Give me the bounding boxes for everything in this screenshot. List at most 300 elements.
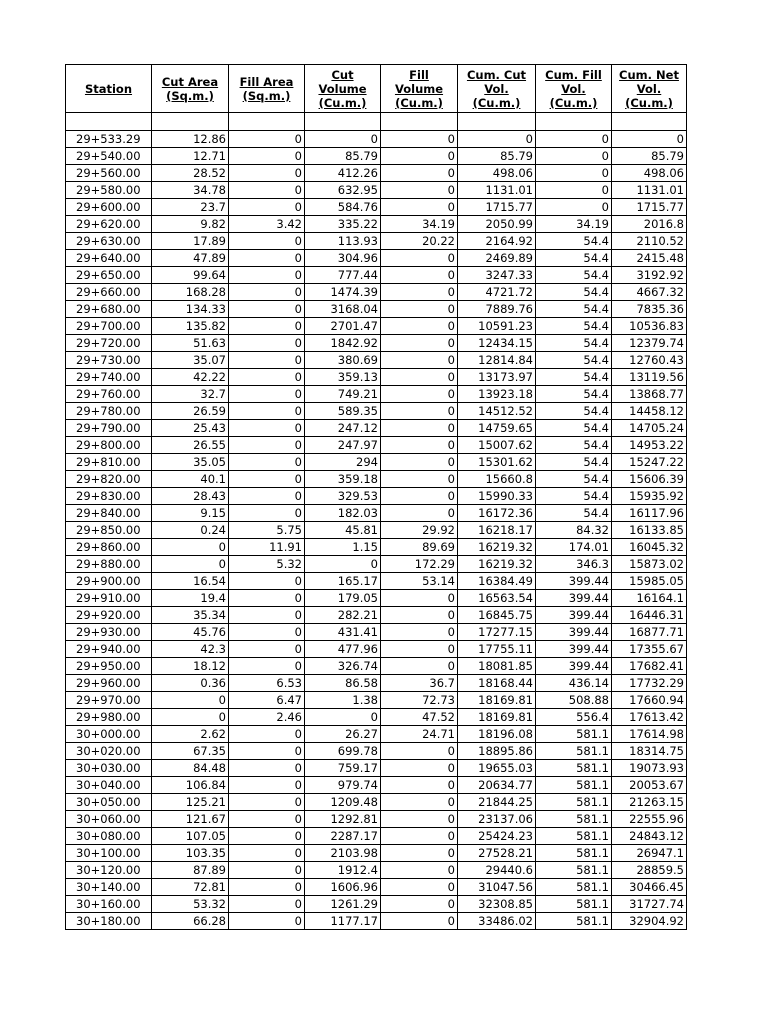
- table-row: [66, 539, 687, 556]
- cum-cut-vol-cell: 18169.81: [458, 709, 536, 726]
- cut-volume-cell: 0: [305, 131, 381, 148]
- cum-net-vol-cell: 0: [612, 131, 687, 148]
- fill-volume-cell: 0: [381, 352, 458, 369]
- station-cell: 29+740.00: [66, 369, 152, 386]
- cum-fill-vol-cell: 54.4: [536, 301, 612, 318]
- cut-area-cell: 28.43: [152, 488, 229, 505]
- cut-volume-cell: 359.13: [305, 369, 381, 386]
- fill-area-cell: 0: [229, 318, 305, 335]
- fill-area-cell: 0: [229, 862, 305, 879]
- cum-cut-vol-cell: 16172.36: [458, 505, 536, 522]
- header-line: Fill Area: [239, 74, 294, 89]
- cum-fill-vol-cell: 34.19: [536, 216, 612, 233]
- fill-volume-cell: 20.22: [381, 233, 458, 250]
- cum-cut-vol-cell: 25424.23: [458, 828, 536, 845]
- fill-area-cell: 0: [229, 726, 305, 743]
- header-line: Cum. Fill: [545, 67, 602, 82]
- cum-cut-vol-cell: 20634.77: [458, 777, 536, 794]
- table-row: [66, 726, 687, 743]
- station-cell: 30+020.00: [66, 743, 152, 760]
- cut-area-cell: 35.34: [152, 607, 229, 624]
- station-cell: 30+000.00: [66, 726, 152, 743]
- station-cell: 29+860.00: [66, 539, 152, 556]
- cum-cut-vol-cell: 2164.92: [458, 233, 536, 250]
- cut-area-cell: 107.05: [152, 828, 229, 845]
- fill-volume-cell: 0: [381, 845, 458, 862]
- fill-area-cell: 0: [229, 284, 305, 301]
- header-line: Vol.: [484, 81, 509, 96]
- cum-fill-vol-cell: 0: [536, 182, 612, 199]
- station-cell: 30+050.00: [66, 794, 152, 811]
- table-row: [66, 590, 687, 607]
- cum-net-vol-cell: 1715.77: [612, 199, 687, 216]
- spacer-cell: [381, 113, 458, 131]
- station-cell: 29+970.00: [66, 692, 152, 709]
- cum-net-vol-cell: 14458.12: [612, 403, 687, 420]
- fill-area-cell: 0: [229, 165, 305, 182]
- fill-volume-cell: 0: [381, 590, 458, 607]
- fill-area-cell: 0: [229, 760, 305, 777]
- cum-net-vol-cell: 16446.31: [612, 607, 687, 624]
- station-cell: 29+720.00: [66, 335, 152, 352]
- header-line: Fill: [409, 67, 429, 82]
- fill-area-cell: 0: [229, 420, 305, 437]
- cum-fill-vol-cell: 399.44: [536, 641, 612, 658]
- cum-fill-vol-cell: 581.1: [536, 879, 612, 896]
- table-row: [66, 233, 687, 250]
- cum-cut-vol-cell: 2469.89: [458, 250, 536, 267]
- cut-volume-cell: 1912.4: [305, 862, 381, 879]
- cum-cut-vol-cell: 16845.75: [458, 607, 536, 624]
- header-cum-cut-vol: [458, 65, 536, 113]
- cum-fill-vol-cell: 581.1: [536, 913, 612, 930]
- fill-volume-cell: 72.73: [381, 692, 458, 709]
- cum-cut-vol-cell: 16218.17: [458, 522, 536, 539]
- cum-cut-vol-cell: 15301.62: [458, 454, 536, 471]
- cut-volume-cell: 165.17: [305, 573, 381, 590]
- cut-area-cell: 2.62: [152, 726, 229, 743]
- cum-fill-vol-cell: 54.4: [536, 403, 612, 420]
- station-cell: 29+800.00: [66, 437, 152, 454]
- fill-area-cell: 0: [229, 624, 305, 641]
- station-cell: 29+960.00: [66, 675, 152, 692]
- cut-area-cell: 9.82: [152, 216, 229, 233]
- station-cell: 29+980.00: [66, 709, 152, 726]
- fill-volume-cell: 0: [381, 777, 458, 794]
- fill-area-cell: 0: [229, 250, 305, 267]
- table-row: [66, 556, 687, 573]
- fill-volume-cell: 0: [381, 182, 458, 199]
- fill-volume-cell: 0: [381, 284, 458, 301]
- table-row: [66, 454, 687, 471]
- cum-cut-vol-cell: 13173.97: [458, 369, 536, 386]
- fill-area-cell: 2.46: [229, 709, 305, 726]
- cum-fill-vol-cell: 399.44: [536, 624, 612, 641]
- cum-cut-vol-cell: 1715.77: [458, 199, 536, 216]
- header-fill-volume: [381, 65, 458, 113]
- cut-volume-cell: 749.21: [305, 386, 381, 403]
- cum-fill-vol-cell: 556.4: [536, 709, 612, 726]
- cum-cut-vol-cell: 12814.84: [458, 352, 536, 369]
- cut-volume-cell: 182.03: [305, 505, 381, 522]
- station-cell: 29+930.00: [66, 624, 152, 641]
- table-row: [66, 811, 687, 828]
- cum-net-vol-cell: 15606.39: [612, 471, 687, 488]
- cum-cut-vol-cell: 17277.15: [458, 624, 536, 641]
- cut-volume-cell: 2287.17: [305, 828, 381, 845]
- table-row: [66, 658, 687, 675]
- cum-cut-vol-cell: 2050.99: [458, 216, 536, 233]
- fill-area-cell: 0: [229, 896, 305, 913]
- cum-net-vol-cell: 15935.92: [612, 488, 687, 505]
- cut-volume-cell: 26.27: [305, 726, 381, 743]
- fill-volume-cell: 0: [381, 335, 458, 352]
- table-row: [66, 862, 687, 879]
- fill-volume-cell: 0: [381, 454, 458, 471]
- table-row: [66, 828, 687, 845]
- fill-volume-cell: 47.52: [381, 709, 458, 726]
- fill-area-cell: 0: [229, 335, 305, 352]
- table-row: [66, 369, 687, 386]
- cum-cut-vol-cell: 15007.62: [458, 437, 536, 454]
- cum-net-vol-cell: 17614.98: [612, 726, 687, 743]
- cut-area-cell: 0: [152, 539, 229, 556]
- cum-fill-vol-cell: 581.1: [536, 743, 612, 760]
- earthwork-volume-table: [65, 64, 687, 930]
- header-fill-area: [229, 65, 305, 113]
- cut-volume-cell: 979.74: [305, 777, 381, 794]
- fill-volume-cell: 0: [381, 641, 458, 658]
- fill-volume-cell: 0: [381, 607, 458, 624]
- cut-volume-cell: 3168.04: [305, 301, 381, 318]
- cum-fill-vol-cell: 84.32: [536, 522, 612, 539]
- station-cell: 30+160.00: [66, 896, 152, 913]
- cum-net-vol-cell: 12379.74: [612, 335, 687, 352]
- cut-area-cell: 51.63: [152, 335, 229, 352]
- cum-cut-vol-cell: 14759.65: [458, 420, 536, 437]
- cut-area-cell: 25.43: [152, 420, 229, 437]
- cum-fill-vol-cell: 54.4: [536, 505, 612, 522]
- cum-net-vol-cell: 15873.02: [612, 556, 687, 573]
- station-cell: 29+650.00: [66, 267, 152, 284]
- cum-net-vol-cell: 13119.56: [612, 369, 687, 386]
- cum-cut-vol-cell: 18169.81: [458, 692, 536, 709]
- cum-fill-vol-cell: 54.4: [536, 352, 612, 369]
- cut-volume-cell: 85.79: [305, 148, 381, 165]
- fill-area-cell: 0: [229, 607, 305, 624]
- cum-cut-vol-cell: 29440.6: [458, 862, 536, 879]
- header-line: Cum. Net: [619, 67, 679, 82]
- station-cell: 30+180.00: [66, 913, 152, 930]
- fill-area-cell: 0: [229, 777, 305, 794]
- cut-area-cell: 17.89: [152, 233, 229, 250]
- cum-net-vol-cell: 1131.01: [612, 182, 687, 199]
- table-row: [66, 641, 687, 658]
- cum-cut-vol-cell: 3247.33: [458, 267, 536, 284]
- cum-fill-vol-cell: 581.1: [536, 862, 612, 879]
- cut-area-cell: 168.28: [152, 284, 229, 301]
- cut-area-cell: 125.21: [152, 794, 229, 811]
- cum-cut-vol-cell: 18196.08: [458, 726, 536, 743]
- table-row: [66, 692, 687, 709]
- fill-area-cell: 0: [229, 794, 305, 811]
- cum-fill-vol-cell: 346.3: [536, 556, 612, 573]
- fill-area-cell: 0: [229, 658, 305, 675]
- cut-volume-cell: 632.95: [305, 182, 381, 199]
- cum-net-vol-cell: 3192.92: [612, 267, 687, 284]
- header-row: [66, 65, 687, 113]
- header-cut-volume: [305, 65, 381, 113]
- cum-net-vol-cell: 18314.75: [612, 743, 687, 760]
- cum-fill-vol-cell: 54.4: [536, 250, 612, 267]
- header-cum-net-vol: [612, 65, 687, 113]
- header-line: (Cu.m.): [625, 95, 673, 110]
- station-cell: 29+700.00: [66, 318, 152, 335]
- cut-volume-cell: 1261.29: [305, 896, 381, 913]
- cum-fill-vol-cell: 0: [536, 199, 612, 216]
- cut-volume-cell: 2701.47: [305, 318, 381, 335]
- table-row: [66, 607, 687, 624]
- cut-area-cell: 87.89: [152, 862, 229, 879]
- cut-volume-cell: 0: [305, 556, 381, 573]
- header-line: Volume: [318, 81, 367, 96]
- fill-volume-cell: 0: [381, 301, 458, 318]
- cut-volume-cell: 431.41: [305, 624, 381, 641]
- cut-area-cell: 134.33: [152, 301, 229, 318]
- fill-volume-cell: 0: [381, 199, 458, 216]
- cum-net-vol-cell: 10536.83: [612, 318, 687, 335]
- cum-net-vol-cell: 12760.43: [612, 352, 687, 369]
- table-row: [66, 913, 687, 930]
- cut-area-cell: 34.78: [152, 182, 229, 199]
- table-row: [66, 148, 687, 165]
- table-row: [66, 743, 687, 760]
- cut-area-cell: 84.48: [152, 760, 229, 777]
- cum-cut-vol-cell: 31047.56: [458, 879, 536, 896]
- cum-fill-vol-cell: 54.4: [536, 420, 612, 437]
- station-cell: 29+780.00: [66, 403, 152, 420]
- cum-net-vol-cell: 16117.96: [612, 505, 687, 522]
- fill-volume-cell: 0: [381, 879, 458, 896]
- table-row: [66, 403, 687, 420]
- spacer-cell: [612, 113, 687, 131]
- cum-net-vol-cell: 14705.24: [612, 420, 687, 437]
- cum-fill-vol-cell: 54.4: [536, 267, 612, 284]
- fill-area-cell: 0: [229, 471, 305, 488]
- cut-volume-cell: 113.93: [305, 233, 381, 250]
- table-row: [66, 675, 687, 692]
- fill-volume-cell: 0: [381, 250, 458, 267]
- table-row: [66, 352, 687, 369]
- station-cell: 29+560.00: [66, 165, 152, 182]
- cut-volume-cell: 1842.92: [305, 335, 381, 352]
- station-cell: 29+540.00: [66, 148, 152, 165]
- cum-fill-vol-cell: 436.14: [536, 675, 612, 692]
- cum-fill-vol-cell: 54.4: [536, 454, 612, 471]
- cum-net-vol-cell: 13868.77: [612, 386, 687, 403]
- header-line: Station: [84, 81, 133, 96]
- cut-volume-cell: 1.38: [305, 692, 381, 709]
- cum-net-vol-cell: 17613.42: [612, 709, 687, 726]
- cut-volume-cell: 2103.98: [305, 845, 381, 862]
- cum-fill-vol-cell: 581.1: [536, 845, 612, 862]
- fill-area-cell: 0: [229, 811, 305, 828]
- cut-volume-cell: 584.76: [305, 199, 381, 216]
- cut-area-cell: 40.1: [152, 471, 229, 488]
- station-cell: 29+730.00: [66, 352, 152, 369]
- cut-volume-cell: 329.53: [305, 488, 381, 505]
- cut-volume-cell: 294: [305, 454, 381, 471]
- table-row: [66, 845, 687, 862]
- cum-cut-vol-cell: 7889.76: [458, 301, 536, 318]
- fill-area-cell: 0: [229, 488, 305, 505]
- cum-cut-vol-cell: 13923.18: [458, 386, 536, 403]
- cut-area-cell: 32.7: [152, 386, 229, 403]
- cum-net-vol-cell: 4667.32: [612, 284, 687, 301]
- table-row: [66, 182, 687, 199]
- cum-fill-vol-cell: 399.44: [536, 658, 612, 675]
- cum-fill-vol-cell: 581.1: [536, 760, 612, 777]
- cum-net-vol-cell: 85.79: [612, 148, 687, 165]
- cut-volume-cell: 247.12: [305, 420, 381, 437]
- cut-volume-cell: 477.96: [305, 641, 381, 658]
- cut-volume-cell: 589.35: [305, 403, 381, 420]
- cut-volume-cell: 1.15: [305, 539, 381, 556]
- cum-net-vol-cell: 15247.22: [612, 454, 687, 471]
- fill-volume-cell: 0: [381, 318, 458, 335]
- cut-area-cell: 53.32: [152, 896, 229, 913]
- cut-area-cell: 66.28: [152, 913, 229, 930]
- table-row: [66, 165, 687, 182]
- cum-net-vol-cell: 7835.36: [612, 301, 687, 318]
- cum-fill-vol-cell: 399.44: [536, 573, 612, 590]
- cut-area-cell: 19.4: [152, 590, 229, 607]
- header-cut-area: [152, 65, 229, 113]
- cum-fill-vol-cell: 508.88: [536, 692, 612, 709]
- table-row: [66, 267, 687, 284]
- cum-cut-vol-cell: 16563.54: [458, 590, 536, 607]
- cut-area-cell: 42.3: [152, 641, 229, 658]
- cut-area-cell: 42.22: [152, 369, 229, 386]
- station-cell: 29+900.00: [66, 573, 152, 590]
- cut-area-cell: 99.64: [152, 267, 229, 284]
- station-cell: 29+580.00: [66, 182, 152, 199]
- table-row: [66, 573, 687, 590]
- cut-volume-cell: 359.18: [305, 471, 381, 488]
- header-line: Cut: [331, 67, 354, 82]
- cum-fill-vol-cell: 54.4: [536, 335, 612, 352]
- cum-cut-vol-cell: 85.79: [458, 148, 536, 165]
- fill-area-cell: 0: [229, 590, 305, 607]
- header-line: (Sq.m.): [166, 88, 214, 103]
- cum-fill-vol-cell: 581.1: [536, 726, 612, 743]
- table-row: [66, 216, 687, 233]
- fill-volume-cell: 0: [381, 743, 458, 760]
- cum-fill-vol-cell: 54.4: [536, 437, 612, 454]
- cum-net-vol-cell: 21263.15: [612, 794, 687, 811]
- cut-area-cell: 12.71: [152, 148, 229, 165]
- cut-volume-cell: 1209.48: [305, 794, 381, 811]
- header-line: (Cu.m.): [318, 95, 367, 110]
- cut-area-cell: 135.82: [152, 318, 229, 335]
- fill-area-cell: 0: [229, 437, 305, 454]
- fill-volume-cell: 0: [381, 267, 458, 284]
- cut-area-cell: 23.7: [152, 199, 229, 216]
- fill-area-cell: 0: [229, 131, 305, 148]
- cum-fill-vol-cell: 399.44: [536, 590, 612, 607]
- cum-net-vol-cell: 16045.32: [612, 539, 687, 556]
- cum-cut-vol-cell: 19655.03: [458, 760, 536, 777]
- cut-volume-cell: 777.44: [305, 267, 381, 284]
- table-row: [66, 760, 687, 777]
- cum-fill-vol-cell: 174.01: [536, 539, 612, 556]
- table-row: [66, 522, 687, 539]
- fill-area-cell: 11.91: [229, 539, 305, 556]
- fill-volume-cell: 0: [381, 386, 458, 403]
- cum-net-vol-cell: 17660.94: [612, 692, 687, 709]
- fill-volume-cell: 0: [381, 862, 458, 879]
- fill-volume-cell: 0: [381, 471, 458, 488]
- cut-volume-cell: 45.81: [305, 522, 381, 539]
- cum-net-vol-cell: 31727.74: [612, 896, 687, 913]
- fill-volume-cell: 172.29: [381, 556, 458, 573]
- table-row: [66, 709, 687, 726]
- cum-cut-vol-cell: 0: [458, 131, 536, 148]
- fill-area-cell: 0: [229, 913, 305, 930]
- cum-net-vol-cell: 16164.1: [612, 590, 687, 607]
- table-row: [66, 199, 687, 216]
- header-line: Vol.: [561, 81, 586, 96]
- cut-area-cell: 35.05: [152, 454, 229, 471]
- cum-net-vol-cell: 20053.67: [612, 777, 687, 794]
- header-line: (Cu.m.): [472, 95, 521, 110]
- cut-volume-cell: 247.97: [305, 437, 381, 454]
- station-cell: 29+760.00: [66, 386, 152, 403]
- fill-volume-cell: 29.92: [381, 522, 458, 539]
- cum-fill-vol-cell: 581.1: [536, 896, 612, 913]
- fill-volume-cell: 0: [381, 488, 458, 505]
- header-line: Volume: [394, 81, 444, 96]
- cut-area-cell: 35.07: [152, 352, 229, 369]
- fill-volume-cell: 0: [381, 420, 458, 437]
- table-row: [66, 896, 687, 913]
- station-cell: 30+120.00: [66, 862, 152, 879]
- spacer-cell: [458, 113, 536, 131]
- cum-net-vol-cell: 14953.22: [612, 437, 687, 454]
- cut-area-cell: 12.86: [152, 131, 229, 148]
- table-row: [66, 624, 687, 641]
- station-cell: 29+640.00: [66, 250, 152, 267]
- cut-area-cell: 72.81: [152, 879, 229, 896]
- cum-fill-vol-cell: 581.1: [536, 777, 612, 794]
- cum-cut-vol-cell: 14512.52: [458, 403, 536, 420]
- cut-area-cell: 16.54: [152, 573, 229, 590]
- station-cell: 29+630.00: [66, 233, 152, 250]
- cum-fill-vol-cell: 0: [536, 165, 612, 182]
- fill-volume-cell: 0: [381, 131, 458, 148]
- cum-fill-vol-cell: 54.4: [536, 318, 612, 335]
- fill-volume-cell: 0: [381, 403, 458, 420]
- cut-area-cell: 45.76: [152, 624, 229, 641]
- spacer-cell: [229, 113, 305, 131]
- cut-area-cell: 26.59: [152, 403, 229, 420]
- station-cell: 29+910.00: [66, 590, 152, 607]
- cum-fill-vol-cell: 581.1: [536, 794, 612, 811]
- spacer-cell: [152, 113, 229, 131]
- fill-area-cell: 0: [229, 199, 305, 216]
- fill-area-cell: 0: [229, 352, 305, 369]
- fill-volume-cell: 0: [381, 624, 458, 641]
